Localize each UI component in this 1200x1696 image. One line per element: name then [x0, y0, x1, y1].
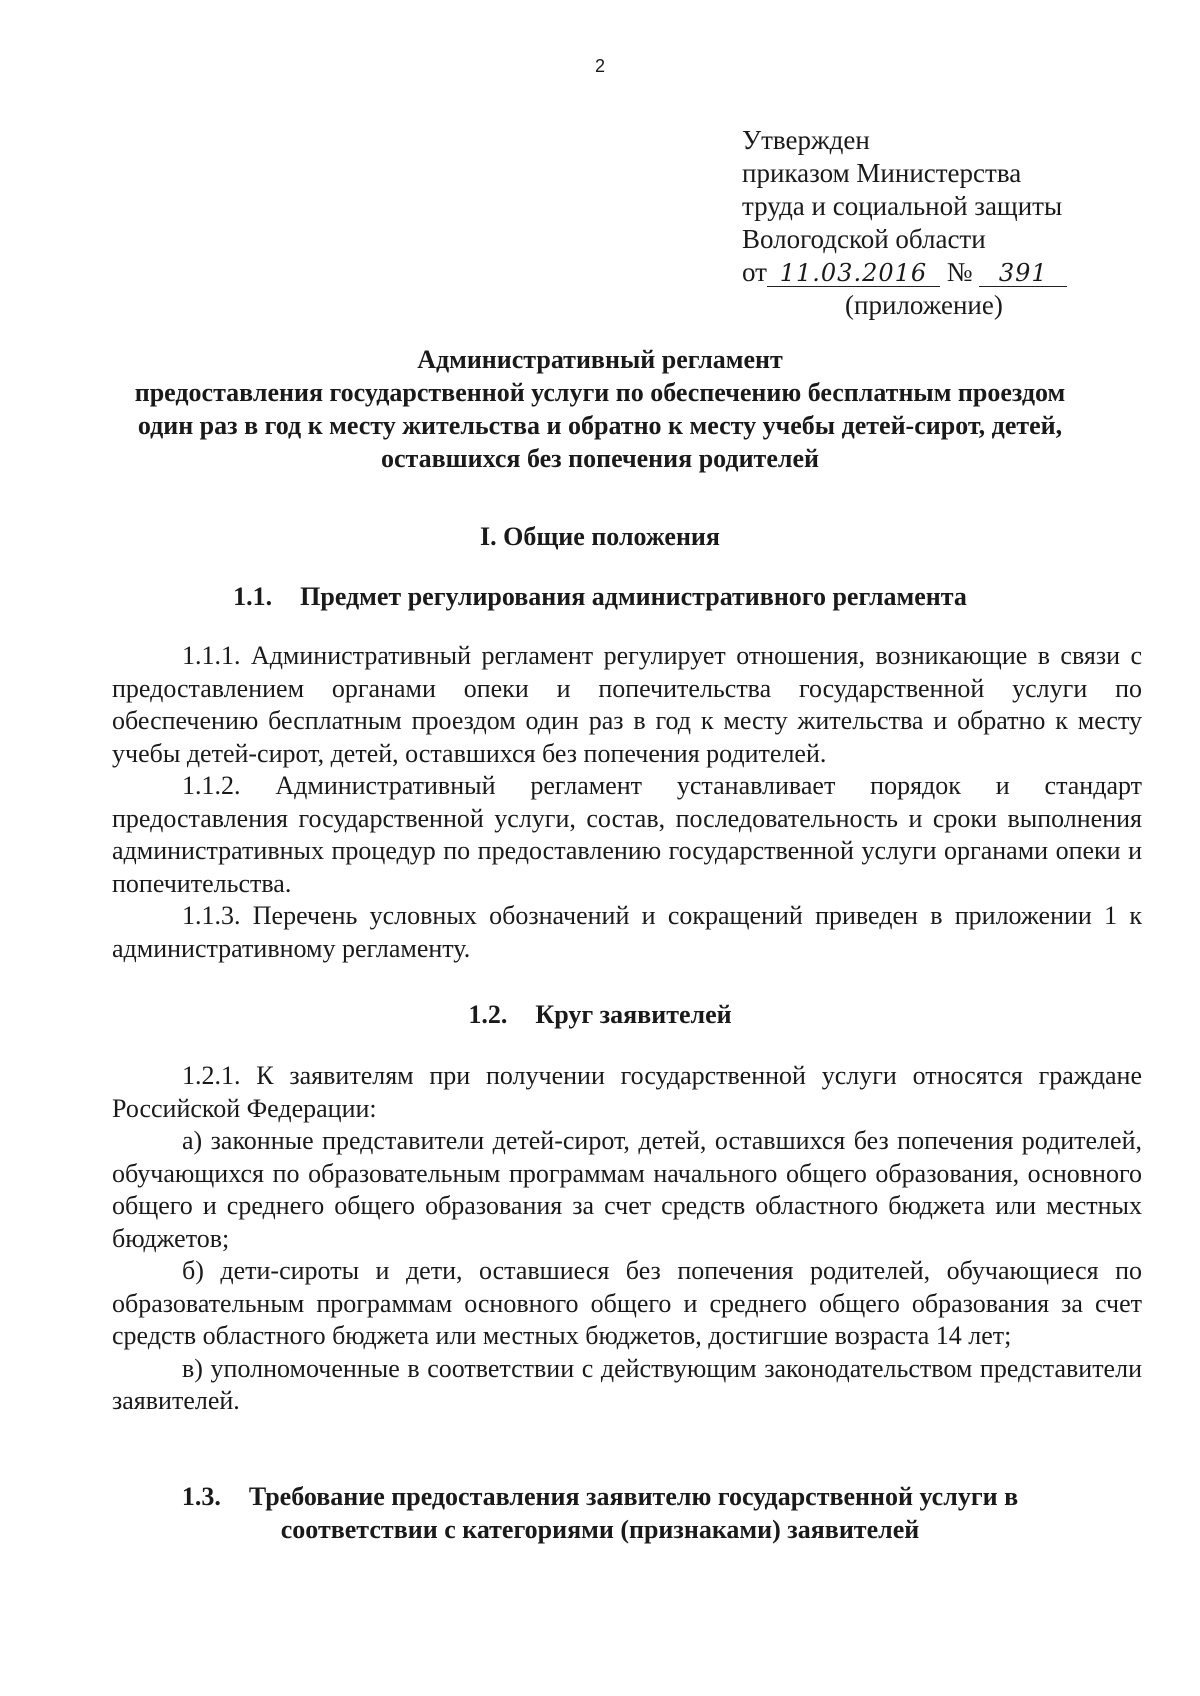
subsection-heading-1-1 [100, 580, 1100, 613]
paragraph-1-2-1-a: а) законные представители детей-сирот, детей, оставшихся без попечения родителей, обучающихся по образовательным программам начального общего образования, основного общего и среднего общего образования за счет средств областного бюджета или местных бюджетов; [112, 1126, 1142, 1253]
approval-line-1: Утвержден [742, 125, 870, 155]
handwritten-date: 11.03.2016 [767, 260, 940, 287]
subsection-title: Предмет регулирования административного регламента [300, 582, 967, 611]
subsection-number: 1.1. [233, 582, 273, 611]
subsection-heading-1-3-line-1 [100, 1480, 1100, 1513]
document-title [100, 343, 1100, 475]
approval-line-3: труда и социальной защиты [742, 191, 1063, 221]
paragraph-1-1-2: 1.1.2. Административный регламент устанавливает порядок и стандарт предоставления государственной услуги, состав, последовательность и сроки выполнения административных процедур по предоставлению государственной услуги органами опеки и попечительства. [112, 771, 1142, 898]
subsection-number: 1.2. [468, 1000, 508, 1029]
subsection-number: 1.3. [181, 1482, 221, 1511]
title-line-3: один раз в год к месту жительства и обратно к месту учебы детей-сирот, детей, [137, 411, 1063, 440]
title-line-4: оставшихся без попечения родителей [381, 444, 819, 473]
number-prefix: № [946, 257, 973, 287]
handwritten-number: 391 [979, 260, 1067, 287]
subsection-title: Круг заявителей [535, 1000, 732, 1029]
paragraph-1-1-1: 1.1.1. Административный регламент регулирует отношения, возникающие в связи с предоставлением органами опеки и попечительства государственной услуги по обеспечению бесплатным проездом один раз в год к месту жительства и обратно к месту учебы детей-сирот, детей, оставшихся без попечения родителей. [112, 641, 1142, 768]
paragraph-1-2-1-b: б) дети-сироты и дети, оставшиеся без попечения родителей, обучающиеся по образовательным программам основного общего и среднего общего образования за счет средств областного бюджета или местных бюджетов, достигшие возраста 14 лет; [112, 1256, 1142, 1350]
subsection-title-line-2: соответствии с категориями (признаками) заявителей [280, 1515, 920, 1544]
title-line-1: Административный регламент [417, 345, 783, 374]
page-number: 2 [594, 56, 605, 76]
paragraph-1-1-3: 1.1.3. Перечень условных обозначений и сокращений приведен в приложении 1 к административному регламенту. [112, 901, 1142, 963]
subsection-1-2-body [112, 1060, 1142, 1418]
subsection-1-1-body [112, 640, 1142, 965]
approval-block [742, 124, 1067, 322]
subsection-title-line-1: Требование предоставления заявителю государственной услуги в [248, 1482, 1019, 1511]
approval-line-2: приказом Министерства [742, 158, 1022, 188]
subsection-heading-1-2 [100, 998, 1100, 1031]
date-prefix: от [742, 257, 767, 287]
paragraph-1-2-1-c: в) уполномоченные в соответствии с действующим законодательством представители заявителей. [112, 1353, 1142, 1415]
title-line-2: предоставления государственной услуги по обеспечению бесплатным проездом [134, 378, 1066, 407]
approval-line-4: Вологодской области [742, 224, 986, 254]
paragraph-1-2-1: 1.2.1. К заявителям при получении государственной услуги относятся граждане Российской Федерации: [112, 1061, 1142, 1123]
appendix-label: (приложение) [845, 290, 1003, 320]
approval-date-line [742, 256, 1067, 289]
subsection-heading-1-3 [100, 1480, 1100, 1546]
section-heading-general: I. Общие положения [480, 522, 720, 551]
